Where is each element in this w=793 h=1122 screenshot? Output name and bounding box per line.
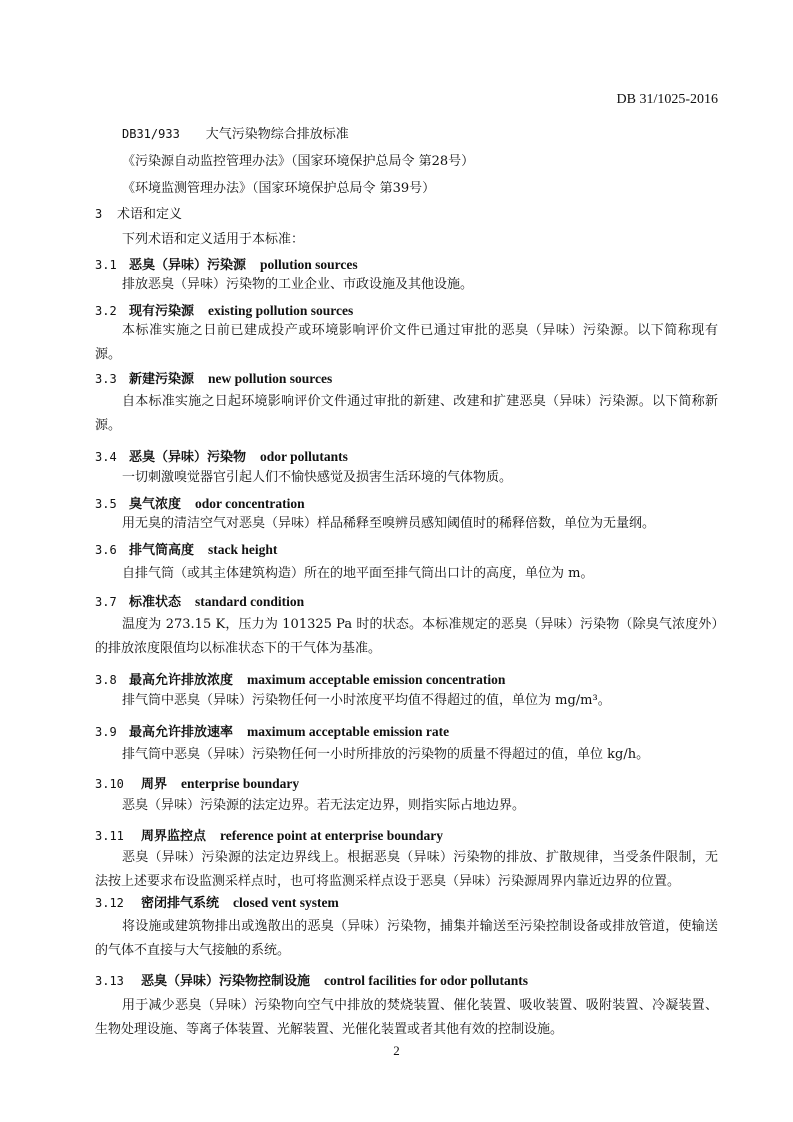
reference-code: DB31/933: [122, 127, 180, 141]
term-heading: [95, 773, 299, 792]
term-number: 3.5: [95, 497, 117, 511]
term-number: 3.13: [95, 974, 124, 988]
document-number: DB 31/1025-2016: [616, 92, 718, 107]
term-zh: 排气筒高度: [129, 543, 195, 558]
term-zh: 周界监控点: [141, 829, 207, 844]
term-number: 3.12: [95, 896, 124, 910]
term-heading: [95, 446, 348, 465]
term-heading: [95, 591, 304, 610]
term-zh: 臭气浓度: [129, 497, 182, 512]
term-en: closed vent system: [233, 895, 339, 910]
section-number: 3: [95, 207, 103, 221]
term-definition: 用于减少恶臭（异味）污染物向空气中排放的焚烧装置、催化装置、吸收装置、吸附装置、冷凝装置、生物处理设施、等离子体装置、光解装置、光催化装置或者其他有效的控制设施。: [95, 998, 718, 1037]
term-heading: [95, 669, 505, 688]
reference-title: 《污染源自动监控管理办法》（国家环境保护总局令 第28号）: [122, 154, 475, 169]
term-en: maximum acceptable emission concentration: [247, 672, 506, 687]
reference-title: 《环境监测管理办法》（国家环境保护总局令 第39号）: [122, 181, 436, 196]
term-definition: 恶臭（异味）污染源的法定边界线上。根据恶臭（异味）污染物的排放、扩散规律，当受条件限制，无法按上述要求布设监测采样点时，也可将监测采样点设于恶臭（异味）污染源周界内靠近边界的位置。: [95, 850, 718, 889]
term-en: pollution sources: [260, 257, 358, 272]
term-zh: 现有污染源: [129, 304, 195, 319]
term-heading: [95, 892, 339, 911]
page-number: 2: [393, 1043, 400, 1058]
term-number: 3.8: [95, 673, 117, 687]
term-definition: 自本标准实施之日起环境影响评价文件通过审批的新建、改建和扩建恶臭（异味）污染源。以下简称新源。: [95, 394, 718, 433]
term-number: 3.6: [95, 543, 117, 557]
term-definition: 排放恶臭（异味）污染物的工业企业、市政设施及其他设施。: [122, 277, 474, 292]
term-en: maximum acceptable emission rate: [247, 724, 450, 739]
term-en: odor pollutants: [260, 449, 348, 464]
term-number: 3.10: [95, 777, 124, 791]
term-zh: 新建污染源: [129, 372, 195, 387]
term-en: control facilities for odor pollutants: [324, 973, 529, 988]
term-heading: [95, 493, 305, 512]
term-zh: 最高允许排放速率: [129, 725, 234, 740]
term-heading: [95, 970, 528, 989]
term-en: standard condition: [195, 594, 305, 609]
reference-title: 大气污染物综合排放标准: [205, 127, 349, 142]
reference-item: [122, 123, 349, 142]
term-en: stack height: [208, 542, 278, 557]
term-number: 3.4: [95, 450, 117, 464]
term-zh: 恶臭（异味）污染物控制设施: [141, 974, 311, 989]
term-number: 3.11: [95, 829, 124, 843]
term-definition: 本标准实施之日前已建成投产或环境影响评价文件已通过审批的恶臭（异味）污染源。以下简称现有源。: [95, 323, 718, 362]
term-definition: 将设施或建筑物排出或逸散出的恶臭（异味）污染物，捕集并输送至污染控制设备或排放管道，使输送的气体不直接与大气接触的系统。: [95, 919, 718, 958]
term-zh: 最高允许排放浓度: [129, 673, 234, 688]
term-en: existing pollution sources: [208, 303, 354, 318]
section-title: 术语和定义: [117, 207, 183, 222]
term-heading: [95, 300, 353, 319]
term-definition: 用无臭的清洁空气对恶臭（异味）样品稀释至嗅辨员感知阈值时的稀释倍数，单位为无量纲。: [122, 516, 656, 531]
term-zh: 标准状态: [129, 595, 182, 610]
section-heading: [95, 203, 182, 222]
term-heading: [95, 254, 358, 273]
term-definition: 排气筒中恶臭（异味）污染物任何一小时浓度平均值不得超过的值，单位为 mg/m³。: [122, 693, 611, 708]
term-definition: 一切刺激嗅觉器官引起人们不愉快感觉及损害生活环境的气体物质。: [122, 470, 513, 485]
section-intro: 下列术语和定义适用于本标准：: [122, 232, 305, 247]
term-en: reference point at enterprise boundary: [220, 828, 443, 843]
reference-item: [122, 150, 474, 169]
term-heading: [95, 825, 443, 844]
term-zh: 恶臭（异味）污染物: [129, 450, 247, 465]
term-definition: 排气筒中恶臭（异味）污染物任何一小时所排放的污染物的质量不得超过的值，单位 kg/h。: [122, 747, 650, 762]
term-heading: [95, 539, 277, 558]
term-heading: [95, 721, 449, 740]
term-definition: 恶臭（异味）污染源的法定边界。若无法定边界，则指实际占地边界。: [122, 798, 526, 813]
term-en: odor concentration: [195, 496, 305, 511]
term-zh: 密闭排气系统: [141, 896, 220, 911]
term-number: 3.2: [95, 304, 117, 318]
term-number: 3.1: [95, 258, 117, 272]
term-number: 3.7: [95, 595, 117, 609]
term-number: 3.3: [95, 372, 117, 386]
term-definition: 温度为 273.15 K，压力为 101325 Pa 时的状态。本标准规定的恶臭（异味）污染物（除臭气浓度外）的排放浓度限值均以标准状态下的干气体为基准。: [95, 617, 718, 656]
term-definition: 自排气筒（或其主体建筑构造）所在的地平面至排气筒出口计的高度，单位为 m。: [122, 566, 594, 581]
term-en: enterprise boundary: [181, 776, 300, 791]
term-number: 3.9: [95, 725, 117, 739]
term-zh: 周界: [141, 777, 168, 792]
term-en: new pollution sources: [208, 371, 333, 386]
term-zh: 恶臭（异味）污染源: [129, 258, 247, 273]
term-heading: [95, 368, 332, 387]
reference-item: [122, 177, 435, 196]
